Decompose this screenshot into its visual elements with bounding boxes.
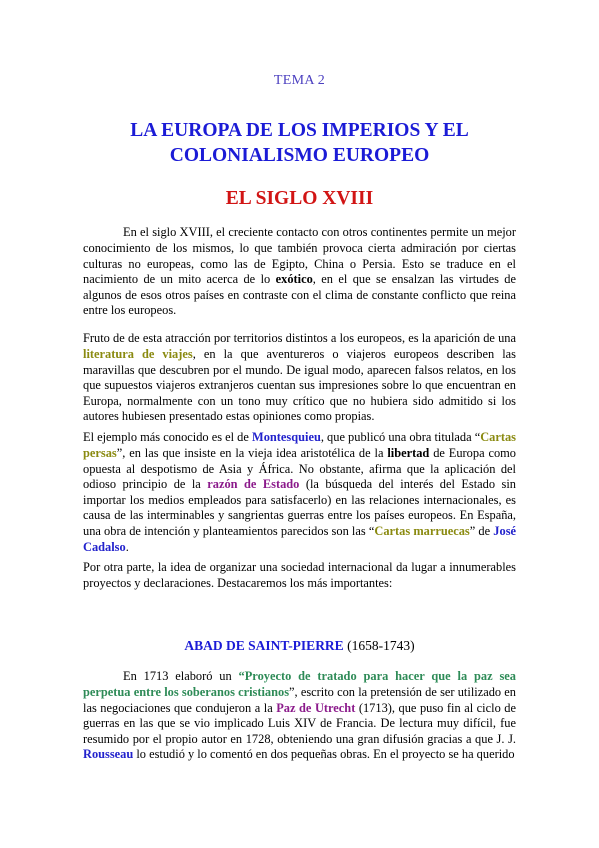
paragraph-3: El ejemplo más conocido es el de Montesquieu, que publicó una obra titulada “Cartas persas”, en las que insiste en la vieja idea aristotélica de la libertad de Europa como opuesta al despotismo de Asia y África. No obstante, afirma que la aplicación del odioso principio de la razón de Estado (la búsqueda del interés del Estado sin importar los medios empleados para satisfacerlo) en las relaciones internacionales, es causa de las interminables y sangrientas guerras entre los países europeos. En España, una obra de intención y planteamientos parecidos son las “Cartas marruecas” de José Cadalso. (83, 430, 517, 554)
tema-label: TEMA 2 (273, 73, 326, 88)
section-subtitle: EL SIGLO XVIII (225, 188, 374, 209)
paragraph-1: En el siglo XVIII, el creciente contacto con otros continentes permite un mejor conocimiento de los mismos, lo que también provoca cierta admiración por ciertas culturas no europeas, como las de Egipto, China o Persia. Esto se traduce en el nacimiento de un mito acerca de lo exótico, en el que se ensalzan las virtudes de algunos de esos otros países en contraste con el clima de constante conflicto que reina entre los europeos. (83, 225, 516, 318)
page-title: LA EUROPA DE LOS IMPERIOS Y EL COLONIALISMO EUROPEO (130, 120, 469, 166)
paragraph-5: En 1713 elaboró un “Proyecto de tratado para hacer que la paz sea perpetua entre los soberanos cristianos”, escrito con la pretensión de ser utilizado en las negociaciones que condujeron a la Paz de Utrecht (1713), que puso fin al ciclo de guerras en las que se vio implicado Luis XIV de Francia. De lectura muy difícil, fue resumido por el propio autor en 1728, obteniendo una gran difusión gracias a que J. J. Rousseau lo estudió y lo comentó en dos pequeñas obras. En el proyecto se ha querido (83, 669, 516, 762)
section-heading: ABAD DE SAINT-PIERRE (1658-1743) (184, 638, 415, 653)
paragraph-4: Por otra parte, la idea de organizar una sociedad internacional da lugar a innumerables proyectos y declaraciones. Destacaremos los más importantes: (83, 560, 516, 590)
paragraph-2: Fruto de de esta atracción por territorios distintos a los europeos, es la aparición de una literatura de viajes, en la que aventureros o viajeros europeos describen las maravillas que descubren por el mundo. De igual modo, aparecen falsos relatos, en los que supuestos viajeros extranjeros cuentan sus impresiones sobre lo que encuentran en Europa, normalmente con un tono muy crítico que no hubiera sido admitido si los autores hubiesen presentado estas opiniones como propias. (83, 331, 516, 424)
